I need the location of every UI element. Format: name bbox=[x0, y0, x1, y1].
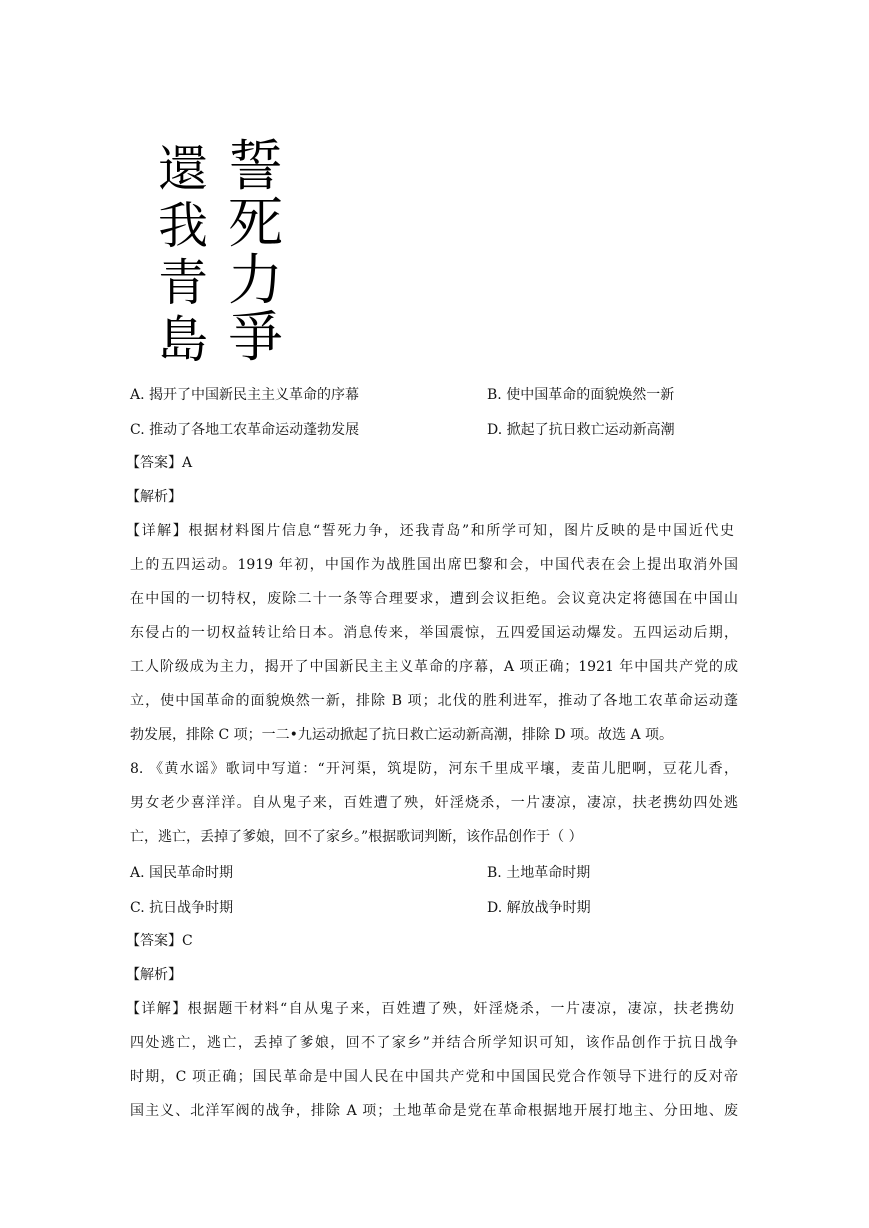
poster-char: 力 bbox=[228, 248, 284, 312]
q7-analysis-label: 【解析】 bbox=[126, 489, 182, 505]
poster-char: 誓 bbox=[228, 134, 284, 198]
q7-answer: 【答案】A bbox=[126, 455, 193, 471]
q7-detail-line: 立，使中国革命的面貌焕然一新，排除 B 项；北伐的胜利进军，推动了各地工农革命运动蓬 bbox=[130, 693, 738, 709]
poster-char: 青 bbox=[158, 254, 208, 312]
poster-char: 死 bbox=[228, 191, 284, 255]
q8-option-a: A. 国民革命时期 bbox=[130, 865, 234, 881]
poster-column-right bbox=[228, 134, 284, 369]
poster-char: 島 bbox=[158, 311, 208, 369]
q8-option-b: B. 土地革命时期 bbox=[487, 865, 591, 881]
q7-option-b: B. 使中国革命的面貌焕然一新 bbox=[487, 387, 675, 403]
q8-answer: 【答案】C bbox=[126, 933, 193, 949]
q8-option-d: D. 解放战争时期 bbox=[487, 900, 591, 916]
q8-stem-line: 亡，逃亡，丢掉了爹娘，回不了家乡。”根据歌词判断，该作品创作于（ ） bbox=[130, 829, 583, 845]
q8-option-c: C. 抗日战争时期 bbox=[130, 900, 234, 916]
q7-option-a: A. 揭开了中国新民主主义革命的序幕 bbox=[130, 387, 360, 403]
q7-detail-line: 在中国的一切特权，废除二十一条等合理要求，遭到会议拒绝。会议竟决定将德国在中国山 bbox=[130, 591, 738, 607]
q8-stem-line: 8. 《黄水谣》歌词中写道：“开河渠，筑堤防，河东千里成平壤，麦苗儿肥啊，豆花儿香， bbox=[130, 761, 738, 777]
poster-char: 我 bbox=[158, 197, 208, 255]
slogan-poster-image bbox=[158, 134, 288, 370]
q8-detail-line: 国主义、北洋军阀的战争，排除 A 项；土地革命是党在革命根据地开展打地主、分田地、废 bbox=[130, 1103, 738, 1119]
q8-detail-line: 时期，C 项正确；国民革命是中国人民在中国共产党和中国国民党合作领导下进行的反对帝 bbox=[130, 1069, 738, 1085]
q8-stem-line: 男女老少喜洋洋。自从鬼子来，百姓遭了殃，奸淫烧杀，一片凄凉，凄凉，扶老携幼四处逃 bbox=[130, 795, 738, 811]
poster-char: 爭 bbox=[228, 305, 284, 369]
q7-detail-line: 工人阶级成为主力，揭开了中国新民主主义革命的序幕，A 项正确；1921 年中国共产党的成 bbox=[130, 659, 738, 675]
q8-detail-line: 【详解】根据题干材料“自从鬼子来，百姓遭了殃，奸淫烧杀，一片凄凉，凄凉，扶老携幼 bbox=[126, 1001, 734, 1017]
poster-char: 還 bbox=[158, 140, 208, 198]
q8-analysis-label: 【解析】 bbox=[126, 967, 182, 983]
q7-detail-line: 【详解】根据材料图片信息“誓死力争，还我青岛”和所学可知，图片反映的是中国近代史 bbox=[126, 523, 734, 539]
q7-detail-line: 上的五四运动。1919 年初，中国作为战胜国出席巴黎和会，中国代表在会上提出取消外国 bbox=[130, 557, 738, 573]
poster-column-left bbox=[158, 141, 208, 369]
q7-option-c: C. 推动了各地工农革命运动蓬勃发展 bbox=[130, 422, 360, 438]
q8-detail-line: 四处逃亡，逃亡，丢掉了爹娘，回不了家乡”并结合所学知识可知，该作品创作于抗日战争 bbox=[130, 1035, 738, 1051]
q7-detail-line: 东侵占的一切权益转让给日本。消息传来，举国震惊，五四爱国运动爆发。五四运动后期， bbox=[130, 625, 738, 641]
q7-option-d: D. 掀起了抗日救亡运动新高潮 bbox=[487, 422, 675, 438]
q7-detail-line: 勃发展，排除 C 项；一二•九运动掀起了抗日救亡运动新高潮，排除 D 项。故选 A 项。 bbox=[130, 727, 674, 743]
